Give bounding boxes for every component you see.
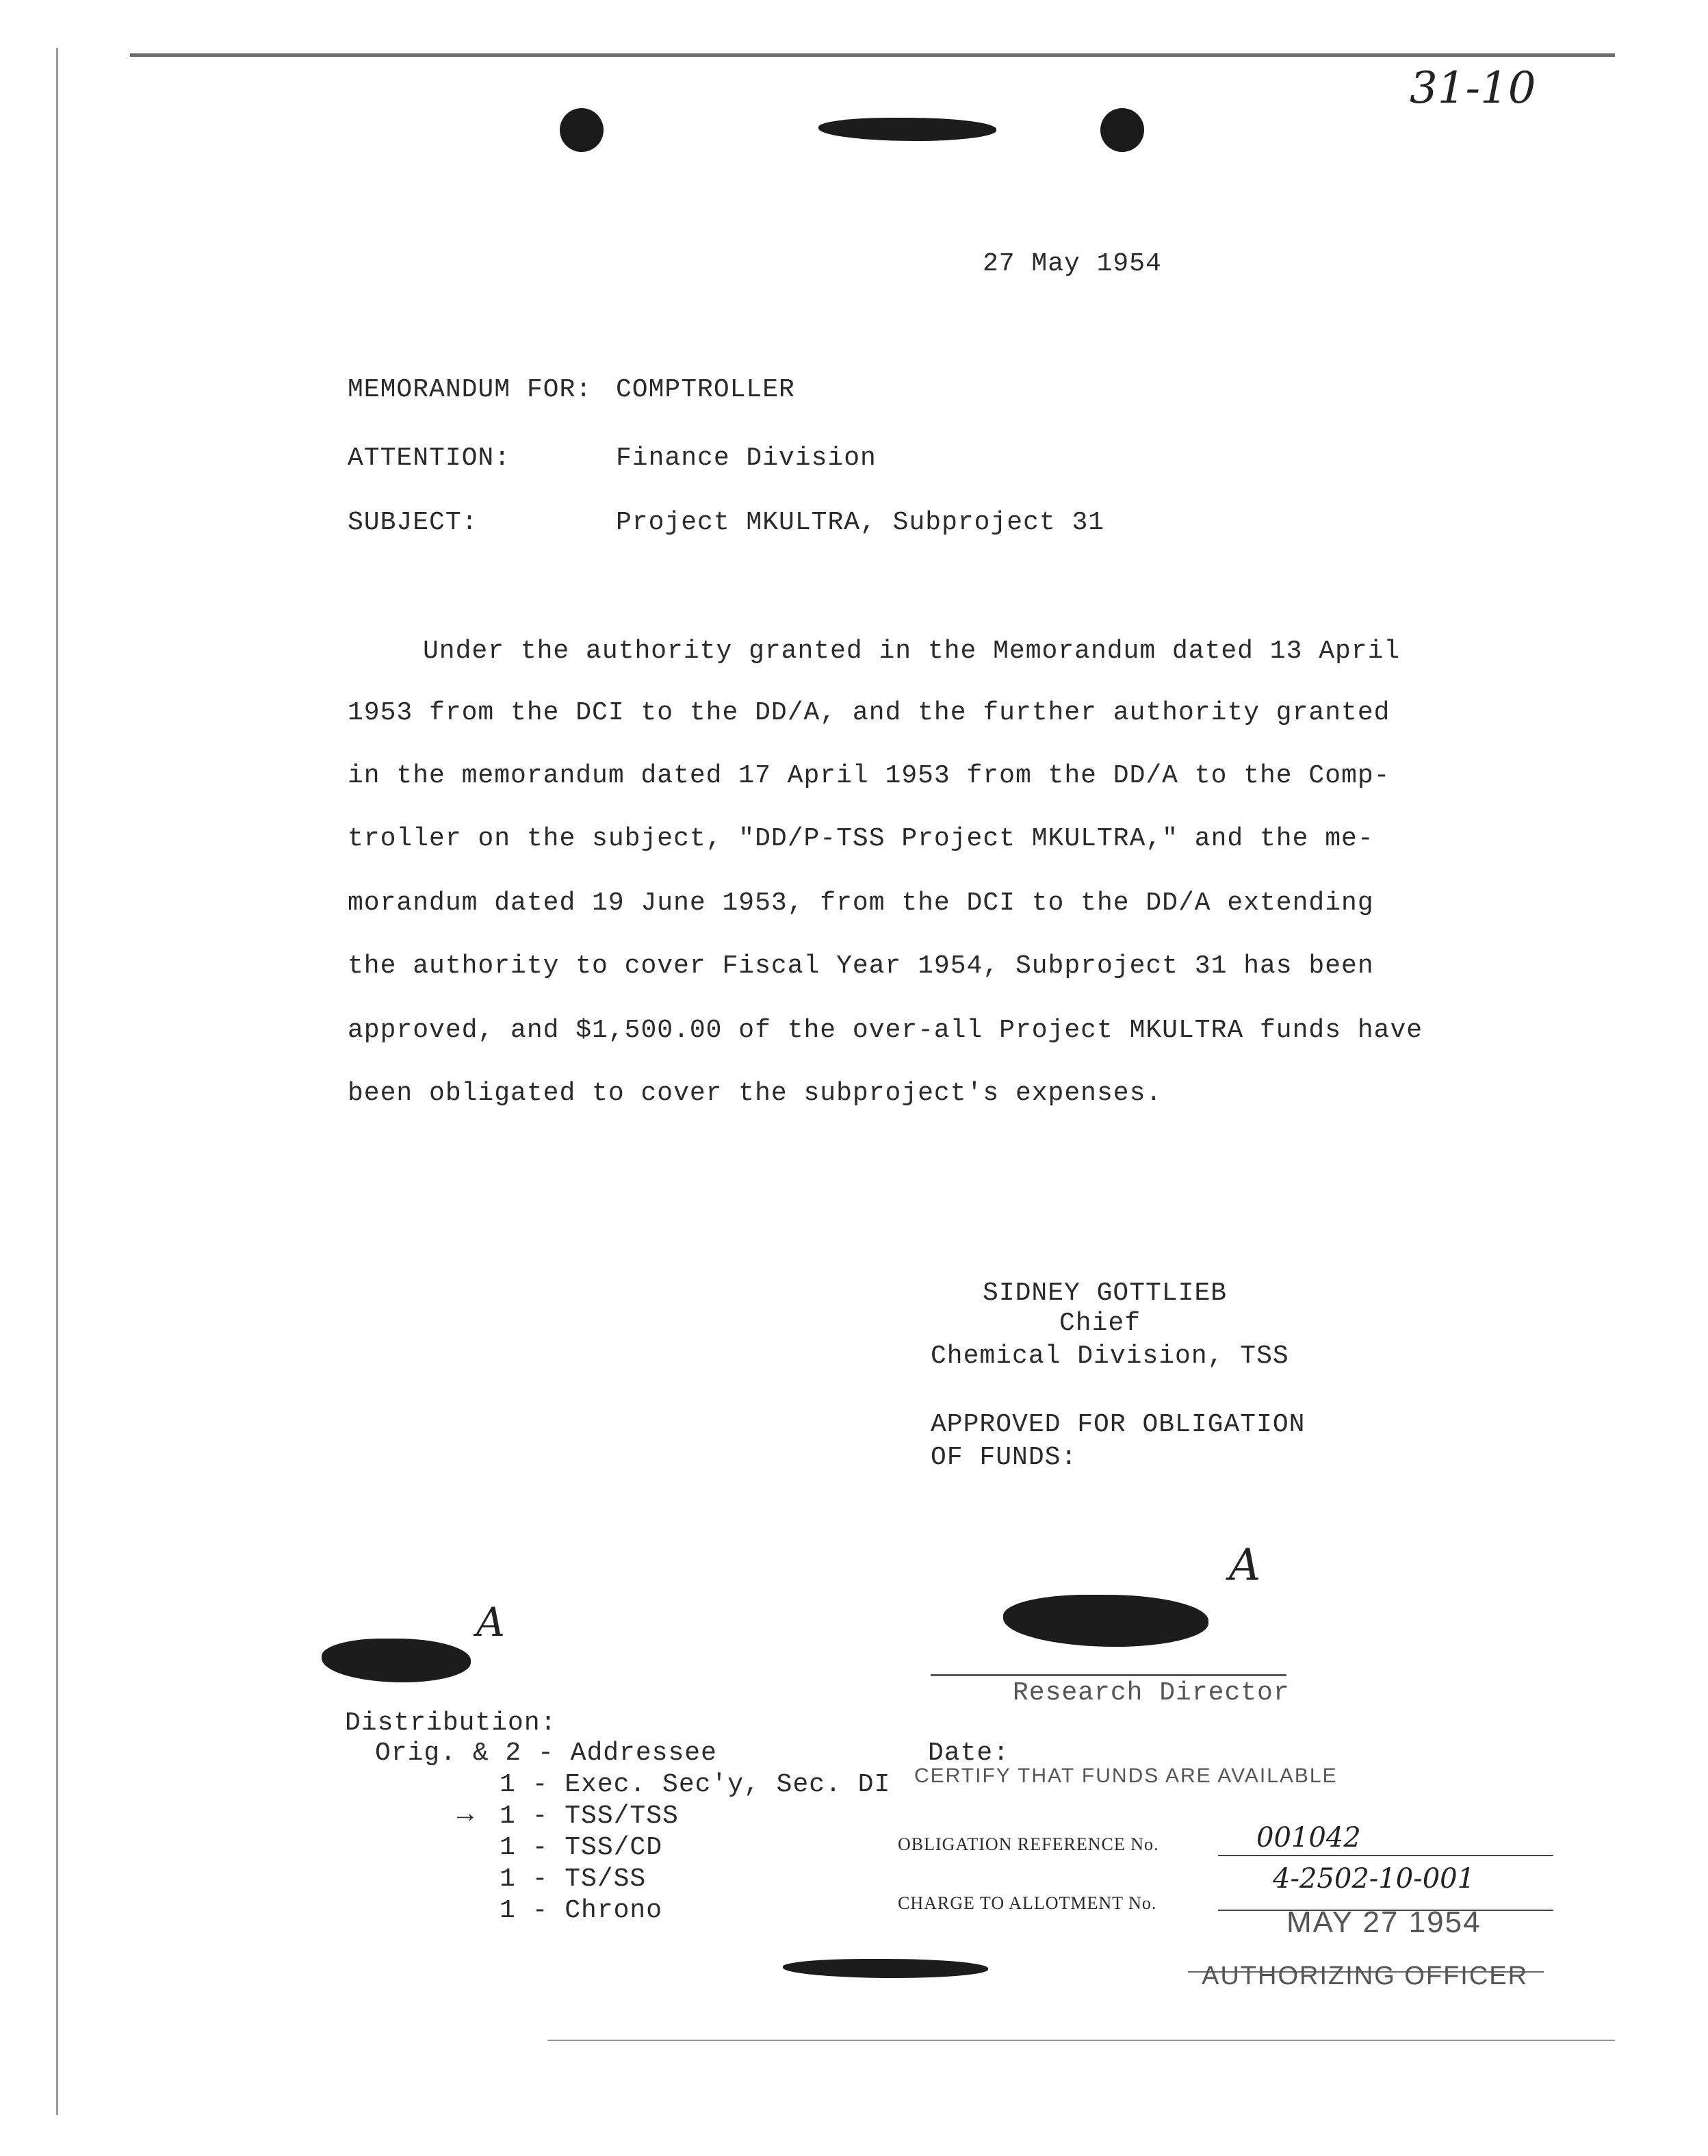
approver-signature-redaction <box>1003 1595 1208 1647</box>
classification-redaction-bottom <box>783 1959 988 1978</box>
body-line: approved, and $1,500.00 of the over-all Project MKULTRA funds have <box>348 1016 1423 1045</box>
punch-hole-right <box>1100 108 1144 152</box>
obligation-reference-value: 001042 <box>1256 1822 1361 1853</box>
distribution-label: Distribution: <box>345 1708 557 1738</box>
body-line: 1953 from the DCI to the DD/A, and the further authority granted <box>348 698 1390 728</box>
distribution-line: 1 - TSS/CD <box>500 1833 663 1862</box>
distribution-line: 1 - Exec. Sec'y, Sec. DI <box>500 1770 891 1799</box>
distribution-line: 1 - TS/SS <box>500 1864 647 1894</box>
memo-date: 27 May 1954 <box>983 249 1162 279</box>
punch-hole-left <box>560 108 604 152</box>
body-line: morandum dated 19 June 1953, from the DCI to the DD/A extending <box>348 888 1374 918</box>
body-line: troller on the subject, "DD/P-TSS Project MKULTRA," and the me- <box>348 824 1374 854</box>
obligation-reference-label: OBLIGATION REFERENCE No. <box>898 1834 1159 1854</box>
distribution-line: Orig. & 2 - Addressee <box>375 1738 717 1768</box>
body-line: Under the authority granted in the Memorandum dated 13 April <box>423 637 1401 666</box>
signature-division: Chemical Division, TSS <box>931 1342 1289 1371</box>
memorandum-label: MEMORANDUM FOR: <box>348 375 593 405</box>
approval-role: Research Director <box>1013 1678 1290 1708</box>
approval-line-2: OF FUNDS: <box>931 1443 1078 1472</box>
approval-handwritten-mark: A <box>1229 1540 1261 1591</box>
body-line: the authority to cover Fiscal Year 1954, Subproject 31 has been <box>348 951 1374 981</box>
stamp-date: MAY 27 1954 <box>1286 1905 1481 1939</box>
memorandum-value: COMPTROLLER <box>616 375 795 405</box>
attention-value: Finance Division <box>616 444 877 473</box>
page-number: 31-10 <box>1410 63 1536 114</box>
left-redaction <box>322 1639 471 1682</box>
body-line: been obligated to cover the subproject's expenses. <box>348 1079 1163 1108</box>
authorizing-officer: AUTHORIZING OFFICER <box>1202 1962 1529 1990</box>
subject-label: SUBJECT: <box>348 508 478 537</box>
body-line: in the memorandum dated 17 April 1953 from the DD/A to the Comp- <box>348 761 1390 791</box>
approver-signature-line <box>931 1674 1286 1676</box>
bottom-dotted-rule <box>547 2040 1615 2041</box>
left-scan-edge <box>56 48 58 2115</box>
distribution-line: 1 - TSS/TSS <box>500 1801 679 1831</box>
signature-title: Chief <box>1059 1309 1141 1338</box>
certification-date-label: Date: <box>928 1738 1010 1768</box>
attention-label: ATTENTION: <box>348 444 511 473</box>
left-handwritten-mark: A <box>476 1599 505 1645</box>
signature-name: SIDNEY GOTTLIEB <box>983 1279 1228 1308</box>
arrow-mark: → <box>457 1800 474 1831</box>
obligation-reference-underline <box>1218 1855 1553 1856</box>
subject-value: Project MKULTRA, Subproject 31 <box>616 508 1105 537</box>
classification-redaction-top <box>818 118 996 141</box>
distribution-line: 1 - Chrono <box>500 1896 663 1925</box>
certify-text: CERTIFY THAT FUNDS ARE AVAILABLE <box>914 1764 1338 1787</box>
top-scan-rule <box>130 53 1615 57</box>
charge-to-allotment-label: CHARGE TO ALLOTMENT No. <box>898 1893 1157 1913</box>
approval-line-1: APPROVED FOR OBLIGATION <box>931 1410 1306 1439</box>
charge-to-allotment-value: 4-2502-10-001 <box>1273 1863 1475 1895</box>
